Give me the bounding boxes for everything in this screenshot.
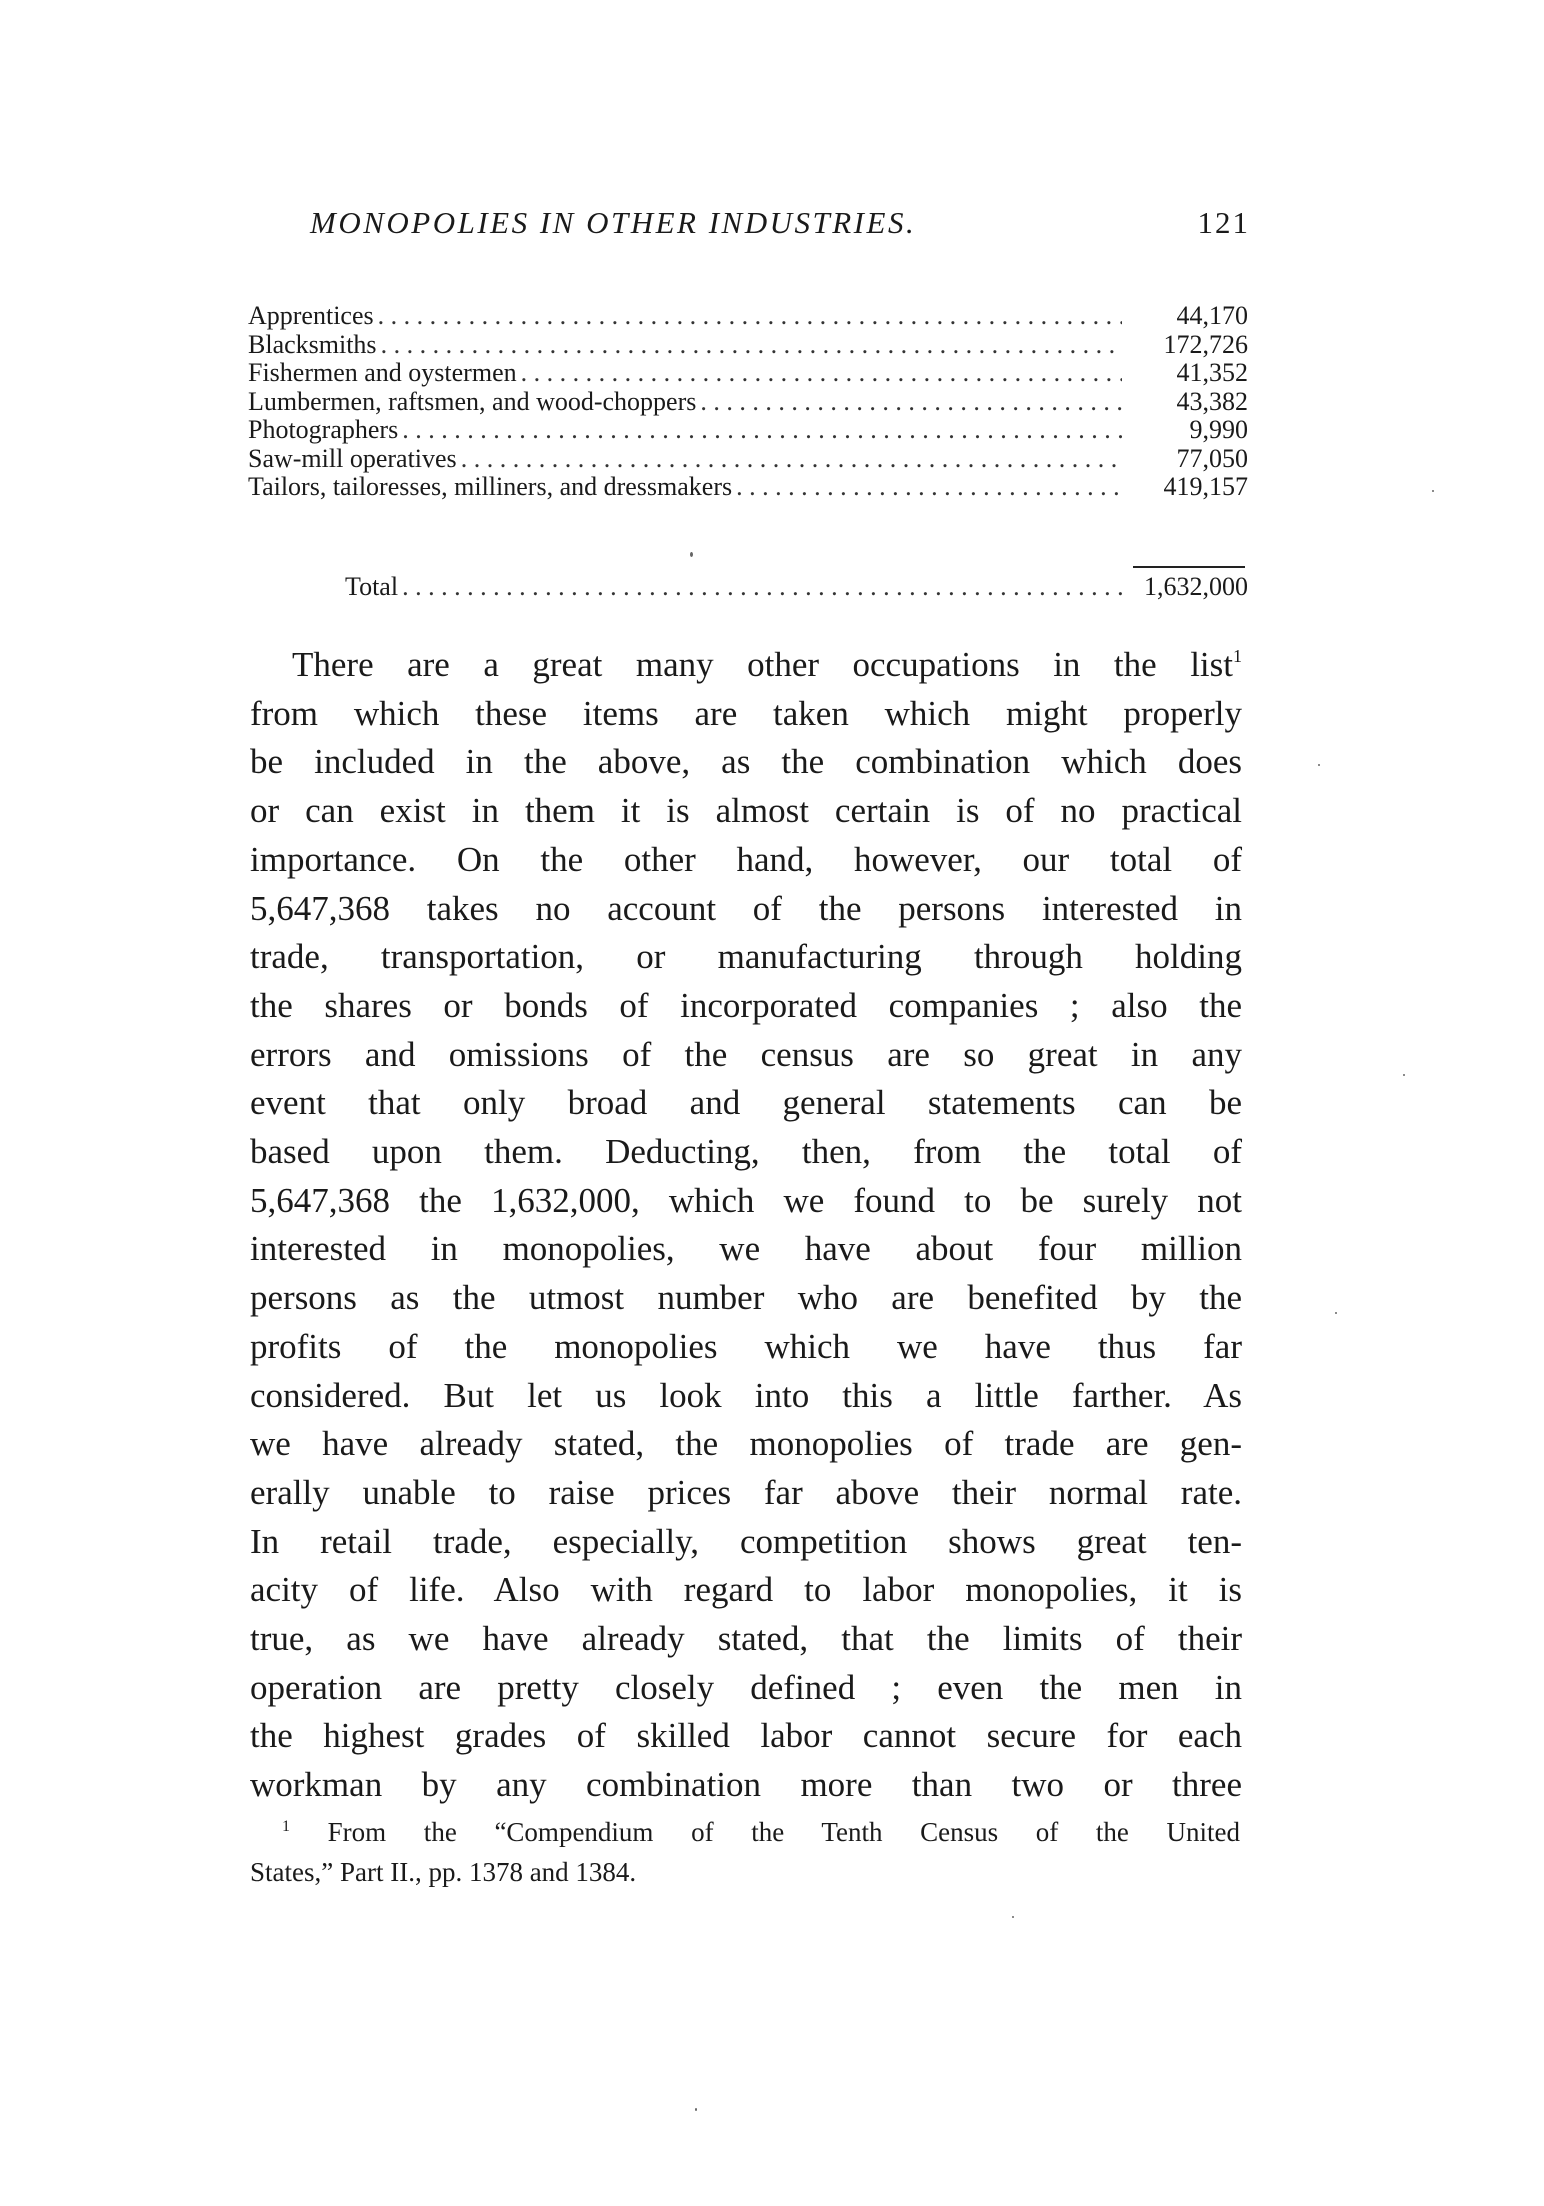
- occupation-count: 77,050: [1176, 443, 1248, 473]
- dot-leader: [461, 445, 1122, 474]
- body-line: we have already stated, the monopolies of trade are gen-: [250, 1424, 1242, 1464]
- occupation-label: Fishermen and oystermen: [248, 358, 517, 387]
- dot-leader: [521, 359, 1122, 388]
- body-line: importance. On the other hand, however, our total of: [250, 839, 1242, 879]
- body-line: persons as the utmost number who are benefited by the: [250, 1278, 1242, 1318]
- occupation-label: Apprentices: [248, 301, 374, 330]
- occupation-label: Photographers: [248, 415, 399, 444]
- total-row: [345, 573, 1248, 602]
- scan-speck: [690, 552, 693, 557]
- table-row: [248, 302, 1248, 331]
- body-line: erally unable to raise prices far above their normal rate.: [250, 1472, 1242, 1512]
- dot-leader: [700, 388, 1122, 417]
- body-line: operation are pretty closely defined ; even the men in: [250, 1667, 1242, 1707]
- footnote-text: From the “Compendium of the Tenth Census of the United: [327, 1817, 1241, 1847]
- table-row: [248, 388, 1248, 417]
- table-row: [248, 445, 1248, 474]
- scan-speck: [695, 2108, 697, 2111]
- occupation-label: Saw-mill operatives: [248, 443, 457, 473]
- body-line: true, as we have already stated, that the limits of their: [250, 1619, 1242, 1659]
- body-paragraph: [250, 641, 1242, 1810]
- occupation-label: Lumbermen, raftsmen, and wood-choppers: [248, 386, 697, 416]
- scan-speck: [1432, 490, 1434, 492]
- running-title: MONOPOLIES IN OTHER INDUSTRIES.: [310, 205, 917, 240]
- body-line: [250, 641, 1242, 690]
- footnote: [250, 1812, 1240, 1892]
- body-line: acity of life. Also with regard to labor monopolies, it is: [250, 1570, 1242, 1610]
- table-row: [248, 331, 1248, 360]
- footnote-marker: 1: [282, 1818, 290, 1835]
- total-label: Total: [345, 572, 399, 601]
- footnote-line: [250, 1812, 1240, 1852]
- occupation-count: 172,726: [1163, 329, 1248, 359]
- table-row: [248, 359, 1248, 388]
- body-line: be included in the above, as the combination which does: [250, 742, 1242, 782]
- body-line: considered. But let us look into this a little farther. As: [250, 1375, 1242, 1415]
- footnote-reference[interactable]: 1: [1233, 646, 1242, 666]
- scan-speck: [1403, 1074, 1405, 1076]
- body-line: 5,647,368 takes no account of the persons interested in: [250, 888, 1242, 928]
- table-row: [248, 416, 1248, 445]
- table-row: [248, 473, 1248, 502]
- occupation-count: 43,382: [1176, 386, 1248, 416]
- occupations-table: [248, 302, 1248, 502]
- body-line: errors and omissions of the census are so great in any: [250, 1034, 1242, 1074]
- body-line: or can exist in them it is almost certain is of no practical: [250, 791, 1242, 831]
- page-number: 121: [1197, 205, 1250, 240]
- running-head: [310, 205, 1250, 255]
- occupation-count: 419,157: [1163, 472, 1248, 501]
- occupation-label: Blacksmiths: [248, 329, 377, 359]
- body-line: In retail trade, especially, competition shows great ten-: [250, 1521, 1242, 1561]
- body-line: trade, transportation, or manufacturing through holding: [250, 937, 1242, 977]
- dot-leader: [736, 473, 1122, 502]
- total-value: 1,632,000: [1144, 572, 1248, 601]
- dot-leader: [381, 331, 1122, 360]
- dot-leader: [402, 573, 1122, 602]
- body-line: from which these items are taken which might properly: [250, 693, 1242, 733]
- table-row-total: [345, 573, 1248, 602]
- body-line: the shares or bonds of incorporated companies ; also the: [250, 985, 1242, 1025]
- body-line: based upon them. Deducting, then, from the total of: [250, 1132, 1242, 1172]
- scan-speck: [1335, 1312, 1337, 1314]
- body-line-text: There are a great many other occupations in the list: [292, 645, 1233, 684]
- occupation-count: 9,990: [1189, 415, 1248, 444]
- occupation-count: 41,352: [1176, 358, 1248, 387]
- body-line: the highest grades of skilled labor cannot secure for each: [250, 1716, 1242, 1756]
- scan-speck: [1318, 764, 1320, 766]
- body-line: workman by any combination more than two or three: [250, 1765, 1242, 1805]
- footnote-line: States,” Part II., pp. 1378 and 1384.: [250, 1857, 637, 1887]
- dot-leader: [378, 302, 1122, 331]
- body-line: interested in monopolies, we have about four million: [250, 1229, 1242, 1269]
- occupation-count: 44,170: [1176, 301, 1248, 330]
- body-line: event that only broad and general statements can be: [250, 1083, 1242, 1123]
- occupation-label: Tailors, tailoresses, milliners, and dressmakers: [248, 472, 733, 501]
- body-line: 5,647,368 the 1,632,000, which we found to be surely not: [250, 1180, 1242, 1220]
- dot-leader: [402, 416, 1122, 445]
- scan-speck: [1012, 1916, 1014, 1918]
- body-line: profits of the monopolies which we have thus far: [250, 1326, 1242, 1366]
- sum-rule: [1133, 566, 1245, 568]
